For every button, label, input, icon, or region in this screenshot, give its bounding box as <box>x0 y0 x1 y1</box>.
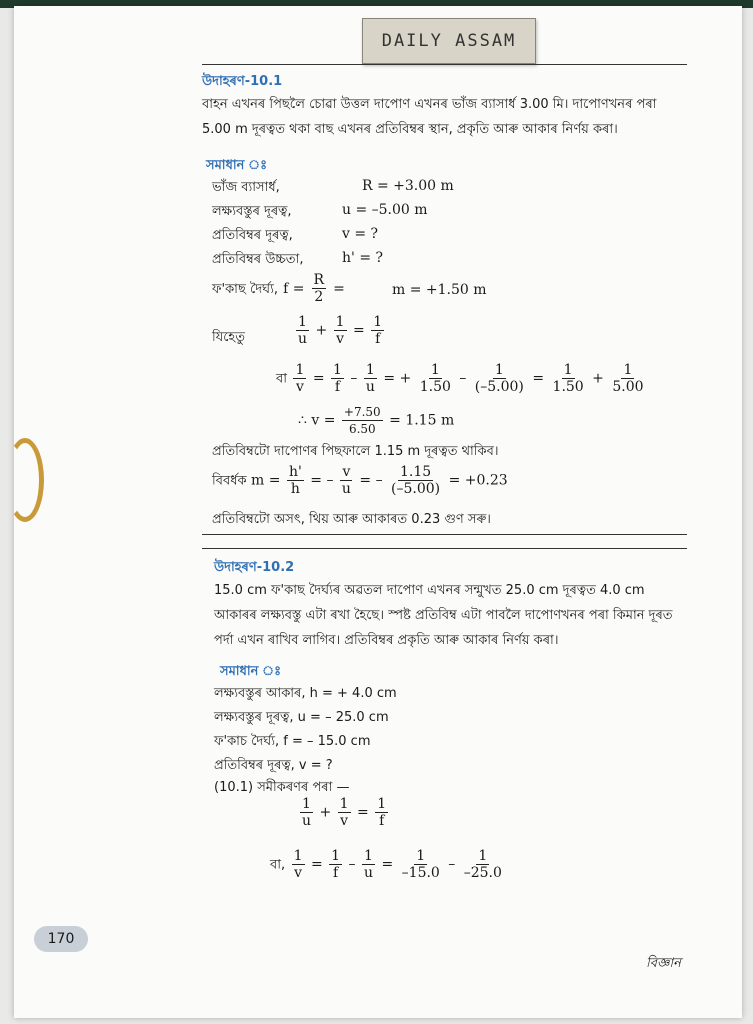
problem-text: বাহন এখনৰ পিছলৈ চোৱা উত্তল দাপোণ এখনৰ ভাঁজ ব্যাসার্ধ 3.00 মি। দাপোণখনৰ পৰা 5.00 m দূৰত্বত থকা বাছ এখনৰ প্ৰতিবিম্বৰ স্থান, প্ৰকৃতি আৰু আকাৰ নিৰ্ণয় কৰা। <box>202 97 657 137</box>
focal-length-row <box>212 272 345 305</box>
fraction: $\frac{1}{f}$ <box>373 314 383 347</box>
fraction: $\frac{R}{2}$ <box>313 272 325 305</box>
fraction: $\frac{1}{v}$ <box>335 314 345 347</box>
example-heading: উদাহৰণ-10.1 <box>202 74 283 89</box>
fraction: $\frac{1}{f}$ <box>333 362 342 395</box>
fraction: $\frac{1}{1.50}$ <box>419 362 451 395</box>
given-line: লক্ষ্যবস্তুৰ আকাৰ, h = + 4.0 cm <box>214 686 397 701</box>
since-label: যিহেতু <box>212 330 246 345</box>
top-rule <box>202 64 687 65</box>
fraction: $\frac{1}{5.00}$ <box>612 362 644 395</box>
given-label: ভাঁজ ব্যাসার্ধ, <box>212 180 280 195</box>
fraction: $\frac{1}{-25.0}$ <box>463 848 502 881</box>
fraction: $\frac{1}{u}$ <box>363 848 374 881</box>
v-result-row: ∴ v = $\frac{+7.50}{6.50}$ = 1.15 m <box>298 405 455 436</box>
book-page <box>14 6 742 1018</box>
section-rule <box>202 534 687 535</box>
fraction: $\frac{1}{-15.0}$ <box>401 848 440 881</box>
rearranged-formula: বা, $\frac{1}{v}$ = $\frac{1}{f}$ – $\frac{1}{u}$ = $\frac{1}{-15.0}$ – $\frac{1}{-25.0}$ <box>270 848 502 881</box>
given-value: R = +3.00 m <box>362 178 454 194</box>
given-value: h' = ? <box>342 250 384 266</box>
given-label: প্ৰতিবিম্বৰ দূৰত্ব, <box>212 228 293 243</box>
magnification-row: বিবৰ্ধক m = $\frac{h'}{h}$ = – $\frac{v}{u}$ = – $\frac{1.15}{(-5.00)}$ = +0.23 <box>212 464 508 497</box>
fraction: $\frac{1}{v}$ <box>295 362 305 395</box>
fraction: $\frac{1}{f}$ <box>331 848 341 881</box>
given-value: u = –5.00 m <box>342 202 428 218</box>
focal-label: ফ'কাছ দৈৰ্ঘ্য, <box>212 282 278 297</box>
given-line: প্ৰতিবিম্বৰ দূৰত্ব, v = ? <box>214 758 333 773</box>
fraction: $\frac{1}{1.50}$ <box>552 362 584 395</box>
from-equation-text: (10.1) সমীকৰণৰ পৰা — <box>214 780 350 795</box>
fraction: $\frac{1}{u}$ <box>365 362 375 395</box>
focal-value: m = +1.50 m <box>392 282 487 298</box>
fraction: $\frac{h'}{h}$ <box>288 464 302 497</box>
fraction: $\frac{1}{f}$ <box>377 796 387 829</box>
conclusion-text: প্ৰতিবিম্বটো অসৎ, থিয় আৰু আকাৰত 0.23 গুণ সৰু। <box>212 512 491 527</box>
image-position-text: প্ৰতিবিম্বটো দাপোণৰ পিছফালে 1.15 m দূৰত্বত থাকিব। <box>212 444 499 459</box>
example-heading: উদাহৰণ-10.2 <box>214 560 295 575</box>
watermark-stamp: DAILY ASSAM <box>362 18 536 64</box>
page-number: 170 <box>34 926 88 952</box>
fraction: $\frac{1.15}{(-5.00)}$ <box>391 464 441 497</box>
mirror-formula: $\frac{1}{u}$ + $\frac{1}{v}$ = $\frac{1}{f}$ <box>298 314 383 347</box>
fraction: $\frac{1}{u}$ <box>298 314 308 347</box>
solution-heading: সমাধান ঃ <box>206 158 268 173</box>
ring-object <box>6 438 44 522</box>
fraction: $\frac{1}{(-5.00)}$ <box>474 362 524 395</box>
given-line: লক্ষ্যবস্তুৰ দূৰত্ব, u = – 25.0 cm <box>214 710 389 725</box>
given-line: ফ'কাচ দৈৰ্ঘ্য, f = – 15.0 cm <box>214 734 371 749</box>
problem-text: 15.0 cm ফ'কাছ দৈৰ্ঘ্যৰ অৱতল দাপোণ এখনৰ সন্মুখত 25.0 cm দূৰত্বত 4.0 cm আকাৰৰ লক্ষ্যবস্তু এটা ৰখা হৈছে। স্পষ্ট প্ৰতিবিম্ব এটা পাবলৈ দাপোণখনৰ পৰা কিমান দূৰত পৰ্দা এখন ৰাখিব লাগিব। প্ৰতিবিম্বৰ প্ৰকৃতি আৰু আকাৰ নিৰ্ণয় কৰা। <box>214 583 673 648</box>
given-label: প্ৰতিবিম্বৰ উচ্চতা, <box>212 252 304 267</box>
section-rule <box>202 548 687 549</box>
equals: = <box>333 281 345 297</box>
focal-lhs: f = <box>283 281 305 297</box>
fraction: $\frac{v}{u}$ <box>341 464 351 497</box>
fraction: $\frac{+7.50}{6.50}$ <box>343 405 381 436</box>
given-value: v = ? <box>342 226 379 242</box>
solution-heading: সমাধান ঃ <box>220 664 282 679</box>
fraction: $\frac{1}{v}$ <box>293 848 303 881</box>
mirror-formula: $\frac{1}{u}$ + $\frac{1}{v}$ = $\frac{1}{f}$ <box>302 796 387 829</box>
rearranged-formula: বা $\frac{1}{v}$ = $\frac{1}{f}$ – $\frac{1}{u}$ = + $\frac{1}{1.50}$ – $\frac{1}{(-5.00)}$ = $\frac{1}{1.50}$ + $\frac{1}{5.00}$ <box>276 362 644 395</box>
book-title: বিজ্ঞান <box>646 956 681 971</box>
fraction: $\frac{1}{v}$ <box>339 796 349 829</box>
fraction: $\frac{1}{u}$ <box>302 796 312 829</box>
given-label: লক্ষ্যবস্তুৰ দূৰত্ব, <box>212 204 292 219</box>
